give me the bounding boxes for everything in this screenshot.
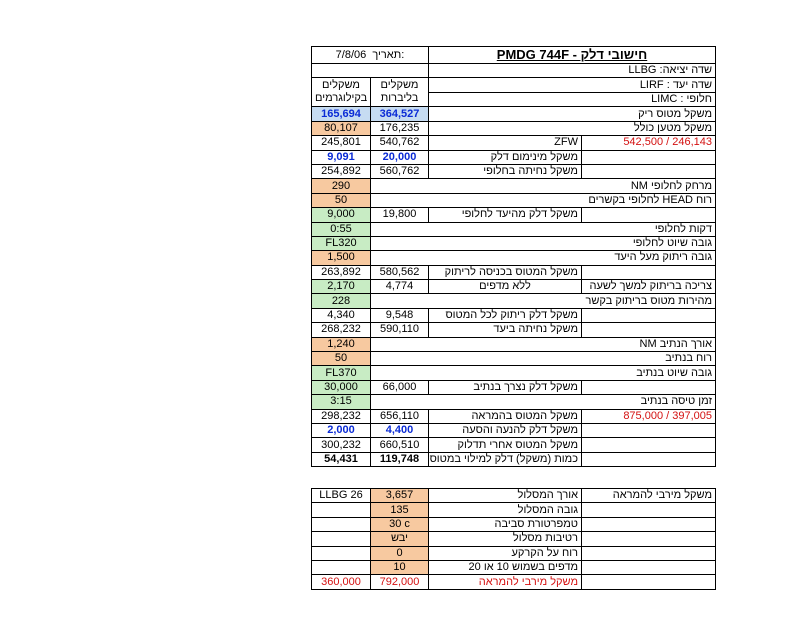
table-row bbox=[312, 395, 716, 409]
table-row bbox=[312, 438, 716, 452]
blank-cell bbox=[582, 164, 716, 178]
lbs-value: 66,000 bbox=[371, 380, 429, 394]
table-row bbox=[312, 352, 716, 366]
row-label: גובה ריתוק מעל היעד bbox=[371, 251, 716, 265]
runway-section-label: משקל מירבי להמראה bbox=[582, 489, 716, 503]
kg-value: 165,694 bbox=[312, 107, 371, 121]
lbs-value: 4,774 bbox=[371, 280, 429, 294]
table-row bbox=[312, 208, 716, 222]
row-label: צריכה בריתוק למשך לשעה bbox=[582, 280, 716, 294]
zfw-limit: 246,143 / 542,500 bbox=[582, 136, 716, 150]
kg-value: 30,000 bbox=[312, 380, 371, 394]
row-label: משקל דלק נצרך בנתיב bbox=[429, 380, 582, 394]
kg-value: 263,892 bbox=[312, 265, 371, 279]
lbs-value: 176,235 bbox=[371, 121, 429, 135]
row-label: כמות (משקל) דלק למילוי במטוס bbox=[429, 452, 582, 466]
row-label: רטיבות מסלול bbox=[429, 532, 582, 546]
kg-value: 290 bbox=[312, 179, 371, 193]
blank-cell bbox=[582, 380, 716, 394]
date-value: 7/8/06 bbox=[335, 48, 367, 61]
destination-label: שדה יעד : bbox=[666, 78, 713, 91]
lbs-value: 580,562 bbox=[371, 265, 429, 279]
table-row bbox=[312, 280, 716, 294]
table-row bbox=[312, 409, 716, 423]
kg-value: 2,170 bbox=[312, 280, 371, 294]
blank-cell bbox=[312, 517, 371, 531]
table-row bbox=[312, 136, 716, 150]
row-label: מרחק לחלופי NM bbox=[371, 179, 716, 193]
table-row bbox=[312, 193, 716, 207]
table-row bbox=[312, 150, 716, 164]
row-label: משקל המטוס בכניסה לריתוק bbox=[429, 265, 582, 279]
blank-cell bbox=[312, 560, 371, 574]
departure-value: LLBG bbox=[628, 64, 657, 77]
table-row bbox=[312, 294, 716, 308]
table-row bbox=[312, 503, 716, 517]
row-label: אורך המסלול bbox=[429, 489, 582, 503]
blank-cell bbox=[582, 150, 716, 164]
departure-label: שדה יציאה: bbox=[659, 64, 713, 77]
row-label: משקל דלק מהיעד לחלופי bbox=[429, 208, 582, 222]
fuel-calc-table bbox=[311, 46, 716, 467]
max-tow-lbs: 792,000 bbox=[371, 575, 429, 589]
kg-value: 1,240 bbox=[312, 337, 371, 351]
destination-value: LIRF bbox=[639, 78, 664, 91]
kg-value: 3:15 bbox=[312, 395, 371, 409]
kg-value: 50 bbox=[312, 352, 371, 366]
table-row bbox=[312, 308, 716, 322]
kg-value: 2,000 bbox=[312, 423, 371, 437]
lbs-value: 20,000 bbox=[371, 150, 429, 164]
table-row bbox=[312, 575, 716, 589]
row-label: דקות לחלופי bbox=[371, 222, 716, 236]
lbs-value: 4,400 bbox=[371, 423, 429, 437]
row-label: משקל המטוס בהמראה bbox=[429, 409, 582, 423]
lbs-value: 19,800 bbox=[371, 208, 429, 222]
lbs-value: 119,748 bbox=[371, 452, 429, 466]
blank-cell bbox=[582, 323, 716, 337]
kg-value: 245,801 bbox=[312, 136, 371, 150]
table-row bbox=[312, 366, 716, 380]
blank-cell bbox=[582, 265, 716, 279]
blank-cell bbox=[582, 546, 716, 560]
lbs-value: 540,762 bbox=[371, 136, 429, 150]
kg-value: 80,107 bbox=[312, 121, 371, 135]
kg-value: 0:55 bbox=[312, 222, 371, 236]
blank-cell bbox=[312, 546, 371, 560]
tow-limit: 397,005 / 875,000 bbox=[582, 409, 716, 423]
blank-cell bbox=[582, 560, 716, 574]
lbs-value: 560,762 bbox=[371, 164, 429, 178]
row-label: ZFW bbox=[429, 136, 582, 150]
blank-cell bbox=[582, 208, 716, 222]
row-label: זמן טיסה בנתיב bbox=[371, 395, 716, 409]
table-row bbox=[312, 489, 716, 503]
row-label: משקל דלק להנעה והסעה bbox=[429, 423, 582, 437]
blank-cell bbox=[312, 64, 429, 78]
blank-cell bbox=[582, 503, 716, 517]
row-label: אורך הנתיב NM bbox=[371, 337, 716, 351]
table-row bbox=[312, 337, 716, 351]
row-label: מדפים בשמוש 10 או 20 bbox=[429, 560, 582, 574]
kg-value: 9,000 bbox=[312, 208, 371, 222]
table-row bbox=[312, 179, 716, 193]
blank-cell bbox=[582, 532, 716, 546]
kg-value: FL320 bbox=[312, 236, 371, 250]
runway-value: 135 bbox=[371, 503, 429, 517]
table-row bbox=[312, 532, 716, 546]
table-row bbox=[312, 380, 716, 394]
table-row bbox=[312, 517, 716, 531]
kg-value: 54,431 bbox=[312, 452, 371, 466]
kg-value: 50 bbox=[312, 193, 371, 207]
page-title: חישובי דלק - PMDG 744F bbox=[496, 46, 648, 62]
row-label: טמפרטורת סביבה bbox=[429, 517, 582, 531]
table-row bbox=[312, 236, 716, 250]
alternate-cell bbox=[429, 92, 716, 107]
kg-value: 300,232 bbox=[312, 438, 371, 452]
blank-cell bbox=[312, 532, 371, 546]
kg-value: 1,500 bbox=[312, 251, 371, 265]
blank-cell bbox=[582, 575, 716, 589]
row-label: משקל מטען כולל bbox=[429, 121, 716, 135]
destination-cell bbox=[429, 78, 716, 92]
col-header-lbs: משקלים בליברות bbox=[371, 78, 429, 107]
kg-value: 254,892 bbox=[312, 164, 371, 178]
blank-cell bbox=[582, 452, 716, 466]
blank-cell bbox=[582, 423, 716, 437]
row-label: משקל נחיתה בחלופי bbox=[429, 164, 582, 178]
table-row bbox=[312, 423, 716, 437]
kg-value: 4,340 bbox=[312, 308, 371, 322]
runway-value: 30 c bbox=[371, 517, 429, 531]
alternate-value: LIMC bbox=[651, 93, 678, 106]
blank-cell bbox=[582, 438, 716, 452]
kg-value: FL370 bbox=[312, 366, 371, 380]
col-header-kg: משקלים בקילוגרמים bbox=[312, 78, 371, 107]
kg-value: 228 bbox=[312, 294, 371, 308]
lbs-value: 660,510 bbox=[371, 438, 429, 452]
table-row bbox=[312, 323, 716, 337]
runway-value: 0 bbox=[371, 546, 429, 560]
table-row bbox=[312, 121, 716, 135]
page-title-cell bbox=[429, 47, 716, 64]
row-label: גובה שיוט בנתיב bbox=[371, 366, 716, 380]
runway-value: 3,657 bbox=[371, 489, 429, 503]
table-row bbox=[312, 560, 716, 574]
table-row bbox=[312, 164, 716, 178]
row-label: משקל נחיתה ביעד bbox=[429, 323, 582, 337]
row-label: משקל דלק ריתוק לכל המטוס bbox=[429, 308, 582, 322]
row-label: משקל מטוס ריק bbox=[429, 107, 716, 121]
runway-value: יבש bbox=[371, 532, 429, 546]
row-label: רוח HEAD לחלופי בקשרים bbox=[371, 193, 716, 207]
lbs-value: 656,110 bbox=[371, 409, 429, 423]
row-note: ללא מדפים bbox=[429, 280, 582, 294]
kg-value: 298,232 bbox=[312, 409, 371, 423]
row-label: גובה המסלול bbox=[429, 503, 582, 517]
kg-value: 9,091 bbox=[312, 150, 371, 164]
blank-cell bbox=[312, 503, 371, 517]
max-tow-kg: 360,000 bbox=[312, 575, 371, 589]
table-row bbox=[312, 107, 716, 121]
row-label: משקל מינימום דלק bbox=[429, 150, 582, 164]
row-label: רוח על הקרקע bbox=[429, 546, 582, 560]
blank-cell bbox=[582, 517, 716, 531]
runway-value: 10 bbox=[371, 560, 429, 574]
date-cell bbox=[312, 47, 429, 64]
row-label: מהירות מטוס בריתוק בקשר bbox=[371, 294, 716, 308]
runway-id: LLBG 26 bbox=[312, 489, 371, 503]
alternate-label: חלופי : bbox=[680, 93, 713, 106]
table-row bbox=[312, 546, 716, 560]
runway-table bbox=[311, 488, 716, 590]
row-label: רוח בנתיב bbox=[371, 352, 716, 366]
lbs-value: 9,548 bbox=[371, 308, 429, 322]
table-row bbox=[312, 265, 716, 279]
row-label: משקל המטוס אחרי תדלוק bbox=[429, 438, 582, 452]
row-label: גובה שיוט לחלופי bbox=[371, 236, 716, 250]
blank-cell bbox=[582, 308, 716, 322]
table-row bbox=[312, 251, 716, 265]
row-label: משקל מירבי להמראה bbox=[429, 575, 582, 589]
table-row bbox=[312, 452, 716, 466]
departure-cell bbox=[429, 64, 716, 78]
lbs-value: 364,527 bbox=[371, 107, 429, 121]
kg-value: 268,232 bbox=[312, 323, 371, 337]
table-row bbox=[312, 222, 716, 236]
date-label: תאריך: bbox=[372, 48, 405, 61]
lbs-value: 590,110 bbox=[371, 323, 429, 337]
